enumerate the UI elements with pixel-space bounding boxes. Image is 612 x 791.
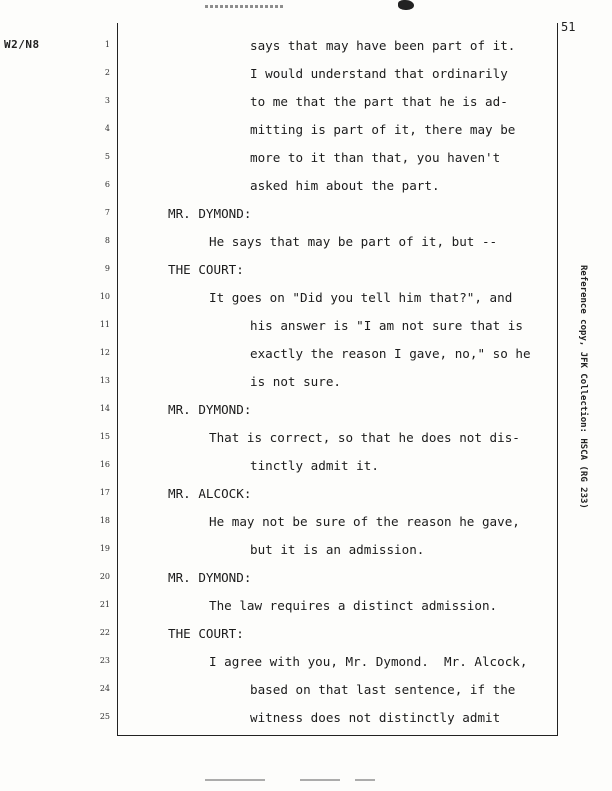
line-number: 25	[99, 712, 110, 721]
transcript-line: asked him about the part.	[250, 178, 440, 193]
speaker-label: THE COURT:	[168, 262, 244, 277]
transcript-line: The law requires a distinct admission.	[209, 598, 498, 613]
line-number: 22	[99, 628, 110, 637]
line-number: 21	[99, 600, 110, 609]
line-number: 17	[99, 488, 110, 497]
line-number: 11	[99, 320, 110, 329]
line-number: 7	[104, 208, 110, 217]
line-number: 3	[104, 96, 110, 105]
transcript-line: more to it than that, you haven't	[250, 150, 501, 165]
line-number: 12	[99, 348, 110, 357]
line-number: 10	[99, 292, 110, 301]
file-code: W2/N8	[4, 38, 40, 51]
transcript-line: He may not be sure of the reason he gave,	[209, 514, 520, 529]
line-number: 18	[99, 516, 110, 525]
bottom-smudge	[355, 779, 375, 781]
transcript-line: witness does not distinctly admit	[250, 710, 501, 725]
line-number: 19	[99, 544, 110, 553]
transcript-line: to me that the part that he is ad-	[250, 94, 508, 109]
transcript-line: I would understand that ordinarily	[250, 66, 508, 81]
transcript-line: says that may have been part of it.	[250, 38, 516, 53]
line-number: 4	[104, 124, 110, 133]
line-number: 23	[99, 656, 110, 665]
transcript-line: I agree with you, Mr. Dymond. Mr. Alcock,	[209, 654, 528, 669]
line-number: 9	[104, 264, 110, 273]
archive-reference-note: Reference copy, JFK Collection: HSCA (RG 233)	[578, 265, 588, 509]
line-number: 5	[104, 152, 110, 161]
speaker-label: MR. DYMOND:	[168, 570, 252, 585]
transcript-line: mitting is part of it, there may be	[250, 122, 516, 137]
ink-blot	[398, 0, 414, 10]
page-number: 51	[561, 20, 576, 34]
speaker-label: MR. DYMOND:	[168, 206, 252, 221]
line-number: 13	[99, 376, 110, 385]
line-number: 6	[104, 180, 110, 189]
transcript-line: but it is an admission.	[250, 542, 425, 557]
transcript-line: That is correct, so that he does not dis-	[209, 430, 520, 445]
line-number: 15	[99, 432, 110, 441]
line-number: 14	[99, 404, 110, 413]
transcript-line: exactly the reason I gave, no," so he	[250, 346, 531, 361]
bottom-smudge	[300, 779, 340, 781]
transcript-line: his answer is "I am not sure that is	[250, 318, 523, 333]
speaker-label: MR. ALCOCK:	[168, 486, 252, 501]
line-number: 2	[104, 68, 110, 77]
bottom-smudge	[205, 779, 265, 781]
speaker-label: MR. DYMOND:	[168, 402, 252, 417]
line-number: 16	[99, 460, 110, 469]
transcript-line: is not sure.	[250, 374, 341, 389]
top-smudge	[205, 5, 285, 8]
transcript-line: based on that last sentence, if the	[250, 682, 516, 697]
line-number: 1	[104, 40, 110, 49]
line-number: 8	[104, 236, 110, 245]
line-number: 20	[99, 572, 110, 581]
speaker-label: THE COURT:	[168, 626, 244, 641]
line-number: 24	[99, 684, 110, 693]
transcript-line: It goes on "Did you tell him that?", and	[209, 290, 513, 305]
transcript-line: tinctly admit it.	[250, 458, 379, 473]
transcript-line: He says that may be part of it, but --	[209, 234, 498, 249]
